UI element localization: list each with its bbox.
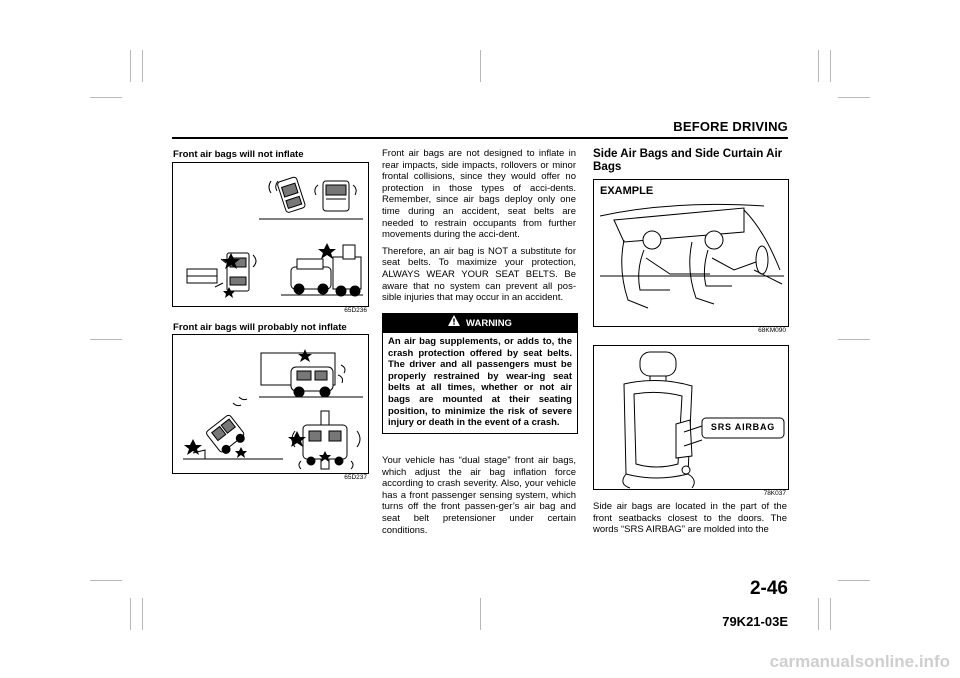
- footer-watermark: carmanualsonline.info: [769, 652, 950, 671]
- warning-title: WARNING: [466, 318, 512, 330]
- crash-scenarios-illustration: [173, 335, 368, 473]
- crop-mark: [142, 50, 143, 82]
- crop-mark: [830, 598, 831, 630]
- crop-mark: [130, 50, 131, 82]
- crop-mark: [90, 580, 122, 581]
- figure-code: 65D237: [344, 474, 367, 481]
- document-id: 79K21-03E: [722, 614, 788, 629]
- figure-code: 78K037: [763, 490, 786, 497]
- header-rule: [172, 137, 788, 139]
- warning-box: [382, 313, 578, 434]
- figure-seat-airbag-label: [593, 345, 789, 490]
- paragraph: Front air bags are not designed to inflate in rear impacts, side impacts, rollovers or minor frontal collisions, since they would offer no protection in those types of acci-dents. Remember, since air bags deploy only one time during an accident, seat belts are needed to restrain occupants from further movements during the acci-dent.: [382, 148, 576, 241]
- crop-mark: [838, 580, 870, 581]
- crop-mark: [130, 598, 131, 630]
- page-number: 2-46: [749, 578, 788, 599]
- caption-not-inflate: Front air bags will not inflate: [173, 149, 304, 160]
- section-header-title: BEFORE DRIVING: [673, 119, 788, 134]
- crop-mark: [142, 598, 143, 630]
- figure-probably-not-inflate: [172, 334, 369, 474]
- body-text-column: [382, 455, 576, 541]
- crop-mark: [818, 598, 819, 630]
- warning-header: [383, 314, 577, 333]
- srs-airbag-label: SRS AIRBAG: [710, 422, 776, 432]
- body-text-column: [593, 501, 787, 541]
- figure-code: 68KM090: [758, 327, 786, 334]
- crop-mark: [90, 339, 122, 340]
- crop-mark: [838, 97, 870, 98]
- crop-mark: [818, 50, 819, 82]
- vehicle-interior-illustration: [594, 180, 788, 326]
- figure-code: 65D236: [344, 307, 367, 314]
- figure-not-inflate: [172, 162, 369, 307]
- warning-text: An air bag supplements, or adds to, the crash protection offered by seat belts. The driver and all passengers must be properly restrained by wear-ing seat belts at all times, whether or not air bags are mounted at their seating position, to minimize the risk of severe injury or death in the event of a crash.: [388, 336, 572, 429]
- warning-triangle-icon: [448, 314, 460, 333]
- crop-mark: [480, 598, 481, 630]
- paragraph: Side air bags are located in the part of the front seatbacks closest to the doors. The words “SRS AIRBAG” are molded into the: [593, 501, 787, 536]
- caption-probably-not-inflate: Front air bags will probably not inflate: [173, 322, 347, 333]
- example-label: EXAMPLE: [600, 185, 654, 197]
- crop-mark: [830, 50, 831, 82]
- crop-mark: [480, 50, 481, 82]
- paragraph: Therefore, an air bag is NOT a substitute for seat belts. To maximize your protection, ALWAYS WEAR YOUR SEAT BELTS. Be aware that no system can prevent all pos-sible injuries that may occur in an accident.: [382, 245, 576, 304]
- crop-mark: [838, 339, 870, 340]
- figure-side-curtain-airbags: [593, 179, 789, 327]
- crash-scenarios-illustration: [173, 163, 368, 306]
- section-title-side-airbags: Side Air Bags and Side Curtain Air Bags: [593, 147, 783, 173]
- paragraph: Your vehicle has “dual stage” front air bags, which adjust the air bag inflation force according to crash severity. Also, your vehicle has a front passenger sensing system, which turns off the front passen-ger’s air bag and seat belt pretensioner under certain conditions.: [382, 455, 576, 536]
- crop-mark: [90, 97, 122, 98]
- body-text-column: [382, 148, 576, 309]
- seat-illustration: [594, 346, 788, 489]
